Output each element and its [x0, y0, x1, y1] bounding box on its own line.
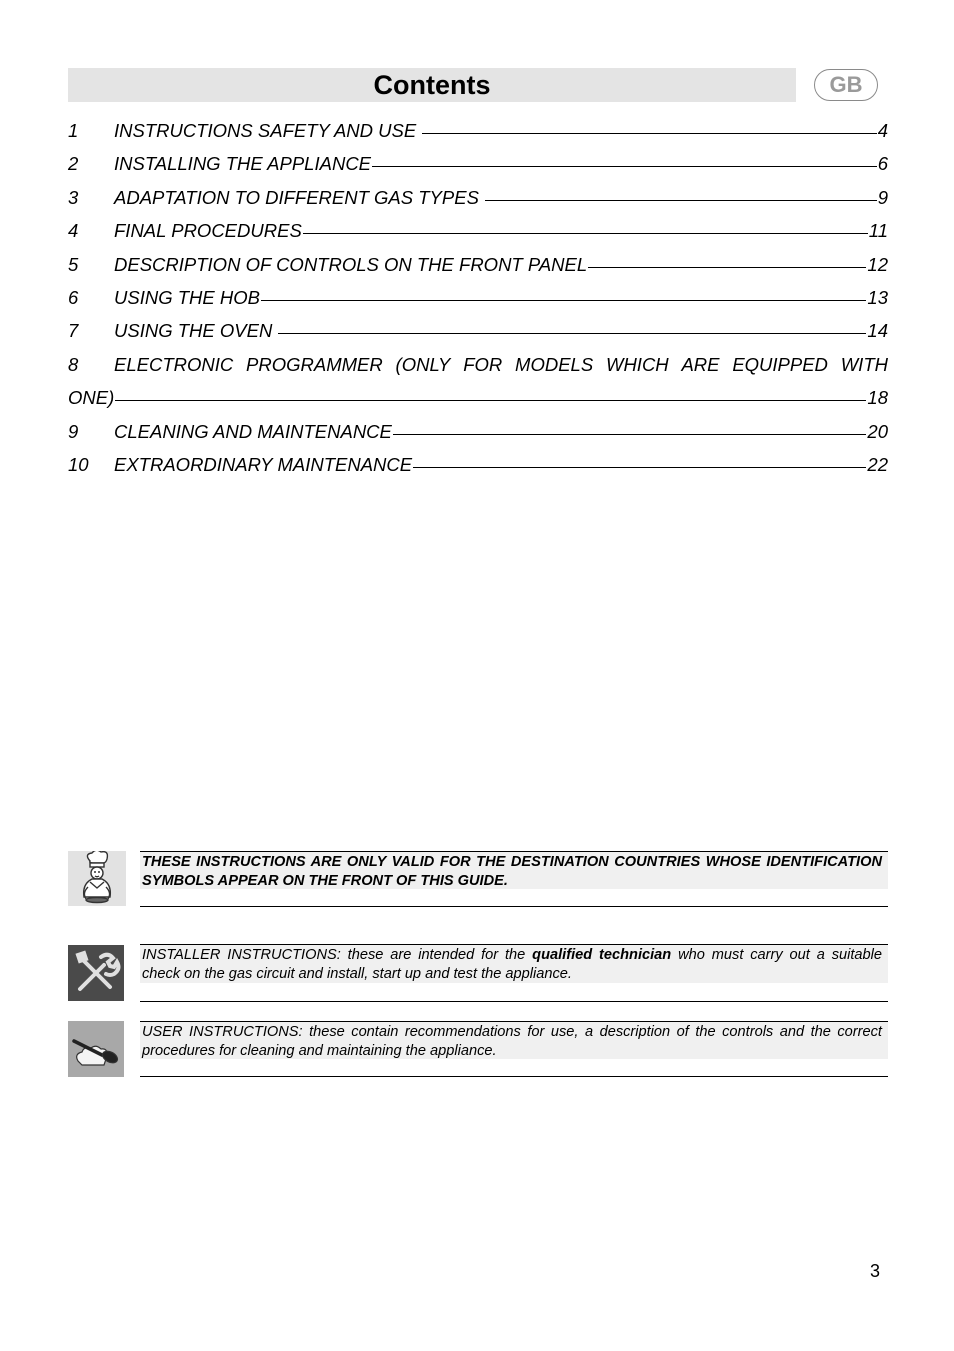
tools-icon: [68, 945, 124, 1001]
toc-entry-title: INSTRUCTIONS SAFETY AND USE: [114, 120, 422, 141]
countries-notice-box: [140, 851, 888, 907]
toc-entry-word: PROGRAMMER: [246, 353, 383, 375]
toc-entry-number: 4: [68, 220, 79, 242]
installer-notice-text-start: INSTALLER INSTRUCTIONS: these are intended for the: [142, 947, 533, 963]
toc-entry-title: CLEANING AND MAINTENANCE: [114, 420, 392, 442]
toc-entry-title: INSTALLING THE APPLIANCE: [114, 153, 372, 175]
notice-bottom-band: [140, 983, 888, 1001]
toc-entry-title: ADAPTATION TO DIFFERENT GAS TYPES: [114, 186, 485, 208]
toc-entry-number: 3: [68, 186, 79, 208]
user-notice: [68, 1021, 888, 1078]
toc-entry-word: WHICH: [605, 353, 669, 375]
toc-entry-word: EQUIPPED: [732, 353, 828, 375]
table-of-contents: [68, 116, 888, 483]
language-badge-label: GB: [829, 72, 863, 97]
toc-entry-page: 14: [867, 320, 888, 342]
toc-entry-8[interactable]: [68, 350, 888, 383]
toc-leader-line: [372, 149, 877, 167]
toc-entry-title-continued: ONE): [68, 387, 115, 409]
toc-leader-line: [303, 216, 868, 234]
toc-entry-page: 4: [877, 120, 888, 141]
notice-bottom-band: [140, 1059, 888, 1076]
toc-entry-number: 9: [68, 420, 79, 442]
countries-notice-text: THESE INSTRUCTIONS ARE ONLY VALID FOR THE DESTINATION COUNTRIES WHOSE IDENTIFICATION SYMBOLS APPEAR ON THE FRONT OF THIS GUIDE.: [142, 854, 882, 889]
toc-entry-7[interactable]: [68, 316, 888, 349]
toc-entry-4[interactable]: [68, 216, 888, 249]
toc-entry-title: USING THE OVEN: [114, 320, 278, 342]
toc-entry-page: 12: [867, 253, 888, 275]
toc-leader-line: [413, 450, 866, 468]
toc-leader-line: [588, 250, 866, 268]
toc-entry-number: 1: [68, 120, 79, 141]
toc-leader-line: [115, 383, 866, 401]
toc-entry-title: USING THE HOB: [114, 286, 260, 308]
toc-entry-number: 6: [68, 286, 79, 308]
toc-entry-2[interactable]: [68, 149, 888, 182]
toc-entry-page: 11: [868, 220, 888, 242]
toc-entry-3[interactable]: [68, 183, 888, 216]
toc-entry-page: 18: [867, 387, 888, 409]
toc-entry-page: 22: [867, 453, 888, 475]
installer-notice-text-end: who must carry out a suitable check on the gas circuit and install, start up and test the appliance.: [142, 947, 883, 982]
notice-bottom-band: [140, 889, 888, 906]
spoon-chef-hat-icon: [68, 1021, 124, 1077]
toc-entry-number: 10: [68, 453, 89, 475]
toc-entry-word: MODELS: [515, 353, 594, 375]
toc-entry-5[interactable]: [68, 250, 888, 283]
chef-icon: [68, 851, 126, 906]
countries-notice: [68, 851, 888, 908]
page-number: 3: [870, 1261, 881, 1281]
toc-entry-number: 7: [68, 320, 79, 342]
toc-entry-number: 2: [68, 153, 79, 175]
toc-entry-page: 9: [877, 186, 888, 208]
toc-leader-line: [485, 183, 877, 201]
toc-entry-number: 5: [68, 253, 79, 275]
toc-entry-word: FOR: [463, 353, 503, 375]
page-title: Contents: [373, 70, 491, 100]
toc-entry-6[interactable]: [68, 283, 888, 316]
qualified-technician-emphasis: qualified technician: [532, 947, 672, 963]
toc-entry-10[interactable]: [68, 450, 888, 483]
toc-leader-line: [278, 316, 866, 334]
toc-entry-9[interactable]: [68, 417, 888, 450]
contents-title-bar: [68, 68, 796, 102]
installer-notice: [68, 944, 888, 1002]
toc-entry-word: ELECTRONIC: [114, 353, 234, 375]
toc-entry-page: 6: [877, 153, 888, 175]
toc-entry-word: (ONLY: [395, 353, 451, 375]
toc-entry-8-continued[interactable]: [68, 383, 888, 416]
toc-entry-title: [114, 350, 888, 380]
user-notice-box: [140, 1021, 888, 1077]
toc-entry-1[interactable]: [68, 116, 888, 149]
toc-leader-line: [422, 116, 876, 134]
user-notice-text: USER INSTRUCTIONS: these contain recommendations for use, a description of the controls and the correct procedures for cleaning and maintaining the appliance.: [142, 1024, 882, 1059]
installer-notice-text: [142, 946, 882, 984]
toc-entry-page: 20: [867, 420, 888, 442]
toc-leader-line: [393, 417, 867, 435]
toc-entry-word: ARE: [681, 353, 720, 375]
toc-entry-page: 13: [867, 286, 888, 308]
toc-entry-number: 8: [68, 353, 79, 375]
language-badge: [814, 69, 878, 101]
toc-entry-title: FINAL PROCEDURES: [114, 220, 302, 242]
toc-entry-title: EXTRAORDINARY MAINTENANCE: [114, 453, 413, 475]
toc-entry-title: DESCRIPTION OF CONTROLS ON THE FRONT PANEL: [114, 253, 588, 275]
toc-entry-word: WITH: [840, 353, 888, 375]
toc-leader-line: [261, 283, 866, 301]
installer-notice-box: [140, 944, 888, 1002]
